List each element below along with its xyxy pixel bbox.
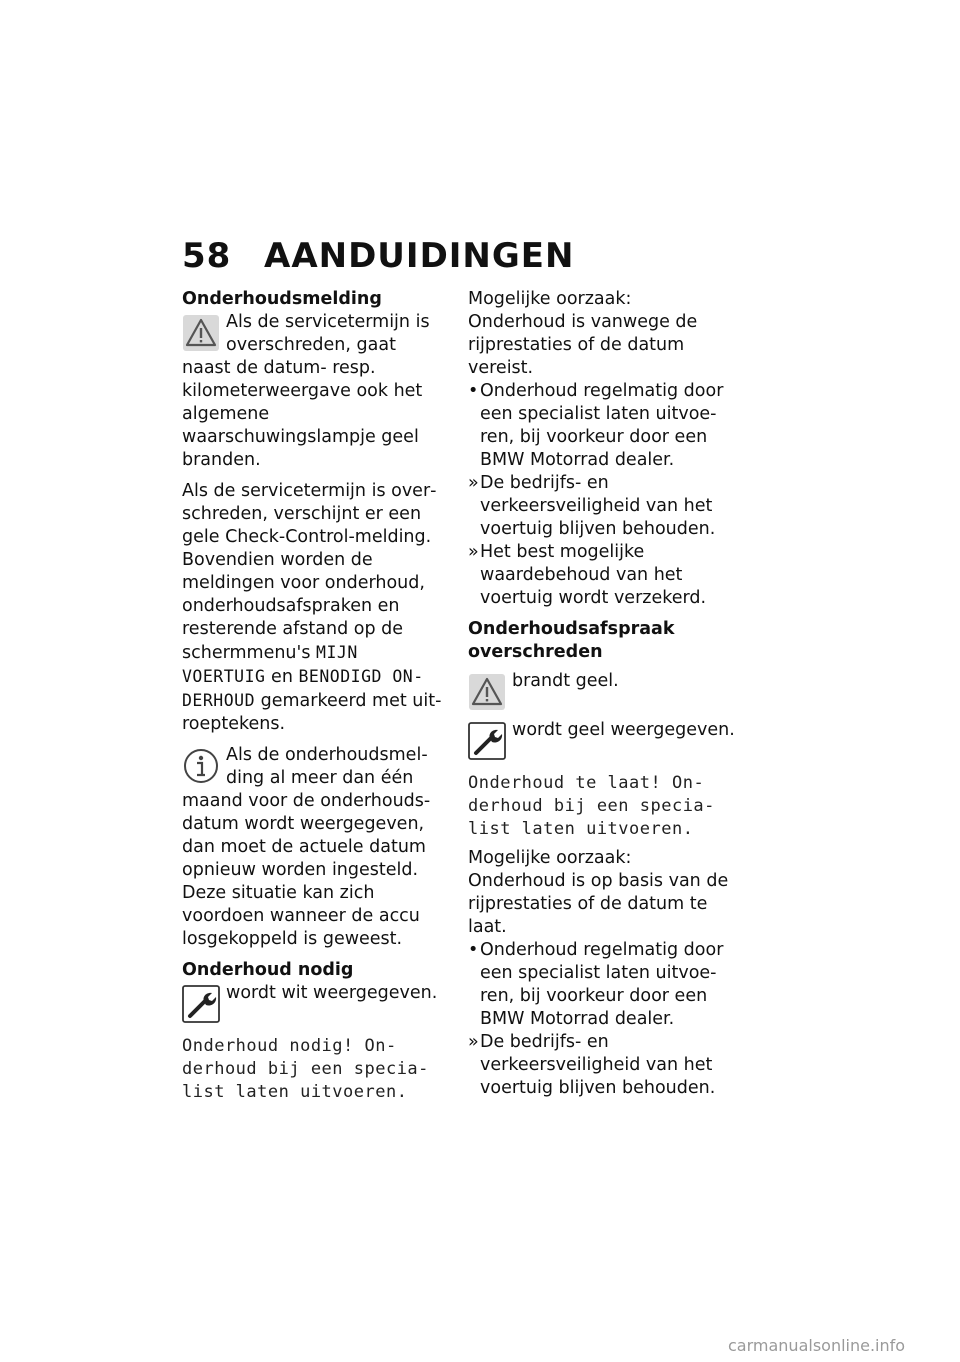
display-message-service-required: Onderhoud nodig! Onderhoud bij een specialist laten uitvoeren.: [182, 1036, 429, 1102]
action-list: [468, 380, 740, 610]
section-heading-service-required: Onderhoud nodig: [182, 960, 354, 980]
service-icon-note: [182, 982, 450, 1024]
menu-name-required-service: BENODIGD ONDERHOUD: [182, 667, 424, 710]
list-marker: •: [468, 940, 479, 960]
cause-label: Mogelijke oorzaak:: [468, 848, 632, 868]
paragraph-text-part: Als de servicetermijn is overschreden, verschijnt er een gele Check-Control-melding. Bovendien worden de meldingen voor onderhoud, onderhoudsafspraken en resterende afstand op de schermmenu's: [182, 481, 437, 663]
watermark: carmanualsonline.info: [728, 1336, 906, 1355]
warning-icon-note: [468, 670, 740, 712]
service-icon-note: [468, 719, 740, 761]
warning-note: [182, 311, 450, 472]
list-item-text: De bedrijfs- en verkeersveiligheid van het voertuig blijven behouden.: [480, 1032, 716, 1098]
right-column: [468, 288, 740, 1100]
list-marker: »: [468, 1032, 479, 1052]
section-heading-appointment-overdue: Onderhoudsafspraak overschreden: [468, 619, 675, 662]
warning-triangle-icon: [468, 673, 506, 711]
cause-text: Onderhoud is op basis van de rijprestaties of de datum te laat.: [468, 871, 729, 937]
page-header: [182, 236, 574, 276]
action-list: [468, 939, 740, 1100]
list-marker: »: [468, 542, 479, 562]
service-icon-text: wordt geel weergegeven.: [512, 720, 735, 740]
page-number: 58: [182, 236, 232, 276]
service-icon-text: wordt wit weergegeven.: [226, 983, 438, 1003]
display-message-service-overdue: Onderhoud te laat! Onderhoud bij een specialist laten uitvoeren.: [468, 773, 715, 839]
paragraph-check-control: [182, 480, 450, 736]
list-item: [468, 541, 740, 610]
left-column: [182, 288, 450, 1110]
info-text: Als de onderhoudsmelding al meer dan één maand voor de onderhoudsdatum wordt weergegeven, dan moet de actuele datum opnieuw worden ingesteld. Deze situatie kan zich voordoen wanneer de accu losgekoppeld is geweest.: [182, 745, 431, 949]
warning-text: Als de servicetermijn is overschreden, gaat naast de datum- resp. kilometerweergave ook het algemene waarschuwingslampje geel branden.: [182, 312, 430, 470]
list-item-text: Het best mogelijke waardebehoud van het voertuig wordt verzekerd.: [480, 542, 707, 608]
warning-icon-text: brandt geel.: [512, 671, 619, 691]
info-icon: [182, 747, 220, 785]
list-marker: »: [468, 473, 479, 493]
cause-label: Mogelijke oorzaak:: [468, 289, 632, 309]
list-item: [468, 1031, 740, 1100]
cause-text: Onderhoud is vanwege de rijprestaties of de datum vereist.: [468, 312, 698, 378]
wrench-icon: [182, 985, 220, 1023]
list-item-text: Onderhoud regelmatig door een specialist laten uitvoeren, bij voorkeur door een BMW Motorrad dealer.: [480, 940, 724, 1029]
wrench-icon: [468, 722, 506, 760]
list-marker: •: [468, 381, 479, 401]
warning-triangle-icon: [182, 314, 220, 352]
list-item-text: Onderhoud regelmatig door een specialist laten uitvoeren, bij voorkeur door een BMW Motorrad dealer.: [480, 381, 724, 470]
menu-name-my-vehicle: MIJN VOERTUIG: [182, 643, 358, 686]
section-heading-maintenance-message: Onderhoudsmelding: [182, 289, 382, 309]
list-item: [468, 380, 740, 472]
paragraph-text-part: gemarkeerd met uitroeptekens.: [182, 691, 442, 734]
chapter-title: AANDUIDINGEN: [264, 236, 575, 276]
list-item-text: De bedrijfs- en verkeersveiligheid van het voertuig blijven behouden.: [480, 473, 716, 539]
paragraph-text-part: en: [265, 667, 299, 687]
info-note: [182, 744, 450, 951]
list-item: [468, 472, 740, 541]
list-item: [468, 939, 740, 1031]
